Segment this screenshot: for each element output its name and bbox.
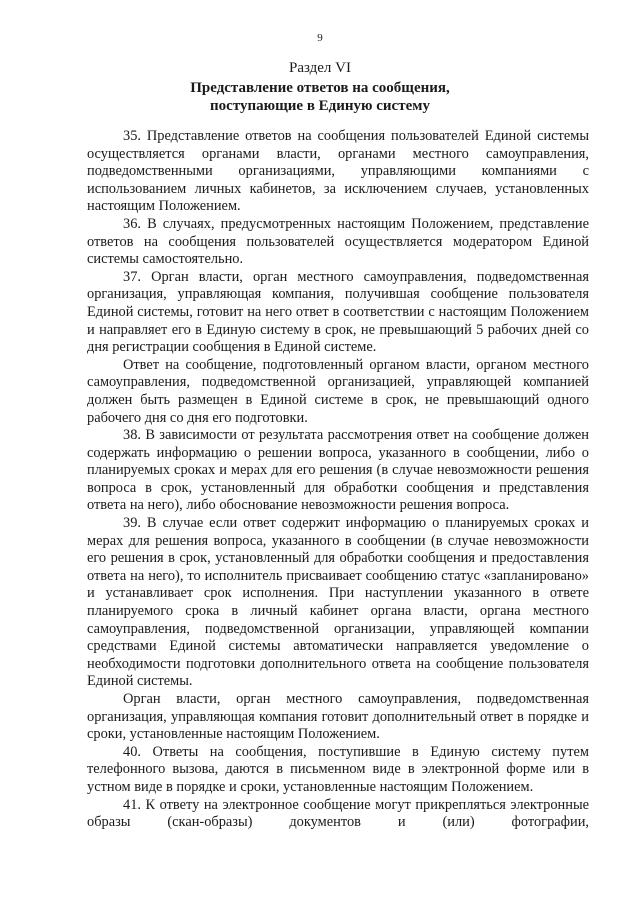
- section-label: Раздел VI: [288, 60, 351, 76]
- paragraph-37-continued: Ответ на сообщение, подготовленный органом власти, органом местного самоуправления, подведомственной организацией, управляющей компанией должен быть размещен в Единой системе в срок, не превышающий одного рабочего дня со дня его подготовки.: [87, 356, 589, 426]
- section-title: [100, 79, 540, 115]
- paragraph-39: 39. В случае если ответ содержит информацию о планируемых сроках и мерах для решения вопроса, указанного в сообщении (в случае невозможности его решения в срок, установленный для обработки сообщения и предоставления ответа на него), то исполнитель присваивает сообщению статус «запланировано» и устанавливает срок исполнения. При наступлении указанного в ответе планируемого срока в личный кабинет органа власти, органа местного самоуправления, подведомственной организации, управляющей компании средствами Единой системы автоматически направляется уведомление о необходимости подготовки дополнительного ответа на сообщение пользователя Единой системы.: [87, 515, 589, 690]
- paragraph-38: 38. В зависимости от результата рассмотрения ответ на сообщение должен содержать информацию о решении вопроса, указанного в сообщении, либо о планируемых сроках и мерах для его решения (в случае невозможности решения вопроса в срок, установленный для обработки сообщения и представления ответа на него), либо обоснование невозможности решения вопроса.: [87, 427, 589, 514]
- paragraph-37: 37. Орган власти, орган местного самоуправления, подведомственная организация, управляющая компания, получившая сообщение пользователя Единой системы, готовит на него ответ в соответствии с настоящим Положением и направляет его в Единую систему в срок, не превышающий 5 рабочих дней со дня регистрации сообщения в Единой системе.: [87, 268, 589, 356]
- page-number: 9: [317, 32, 323, 44]
- paragraph-35: 35. Представление ответов на сообщения пользователей Единой системы осуществляется органами власти, органами местного самоуправления, подведомственными организациями, управляющими компаниями с использованием личных кабинетов, за исключением случаев, установленных настоящим Положением.: [87, 128, 589, 215]
- paragraph-39-continued: Орган власти, орган местного самоуправления, подведомственная организация, управляющая компания готовит дополнительный ответ в порядке и сроки, установленные настоящим Положением.: [87, 691, 589, 743]
- document-body: [87, 128, 589, 832]
- paragraph-36: 36. В случаях, предусмотренных настоящим Положением, представление ответов на сообщения пользователей осуществляется модератором Единой системы самостоятельно.: [87, 215, 589, 268]
- paragraph-41: 41. К ответу на электронное сообщение могут прикрепляться электронные образы (скан-образы) документов и (или) фотографии,: [87, 796, 589, 831]
- section-title-line-2: поступающие в Единую систему: [210, 98, 430, 114]
- paragraph-40: 40. Ответы на сообщения, поступившие в Единую систему путем телефонного вызова, даются в письменном виде в электронной форме или в устном виде в порядке и сроки, установленные настоящим Положением.: [87, 743, 589, 795]
- section-title-line-1: Представление ответов на сообщения,: [190, 80, 450, 96]
